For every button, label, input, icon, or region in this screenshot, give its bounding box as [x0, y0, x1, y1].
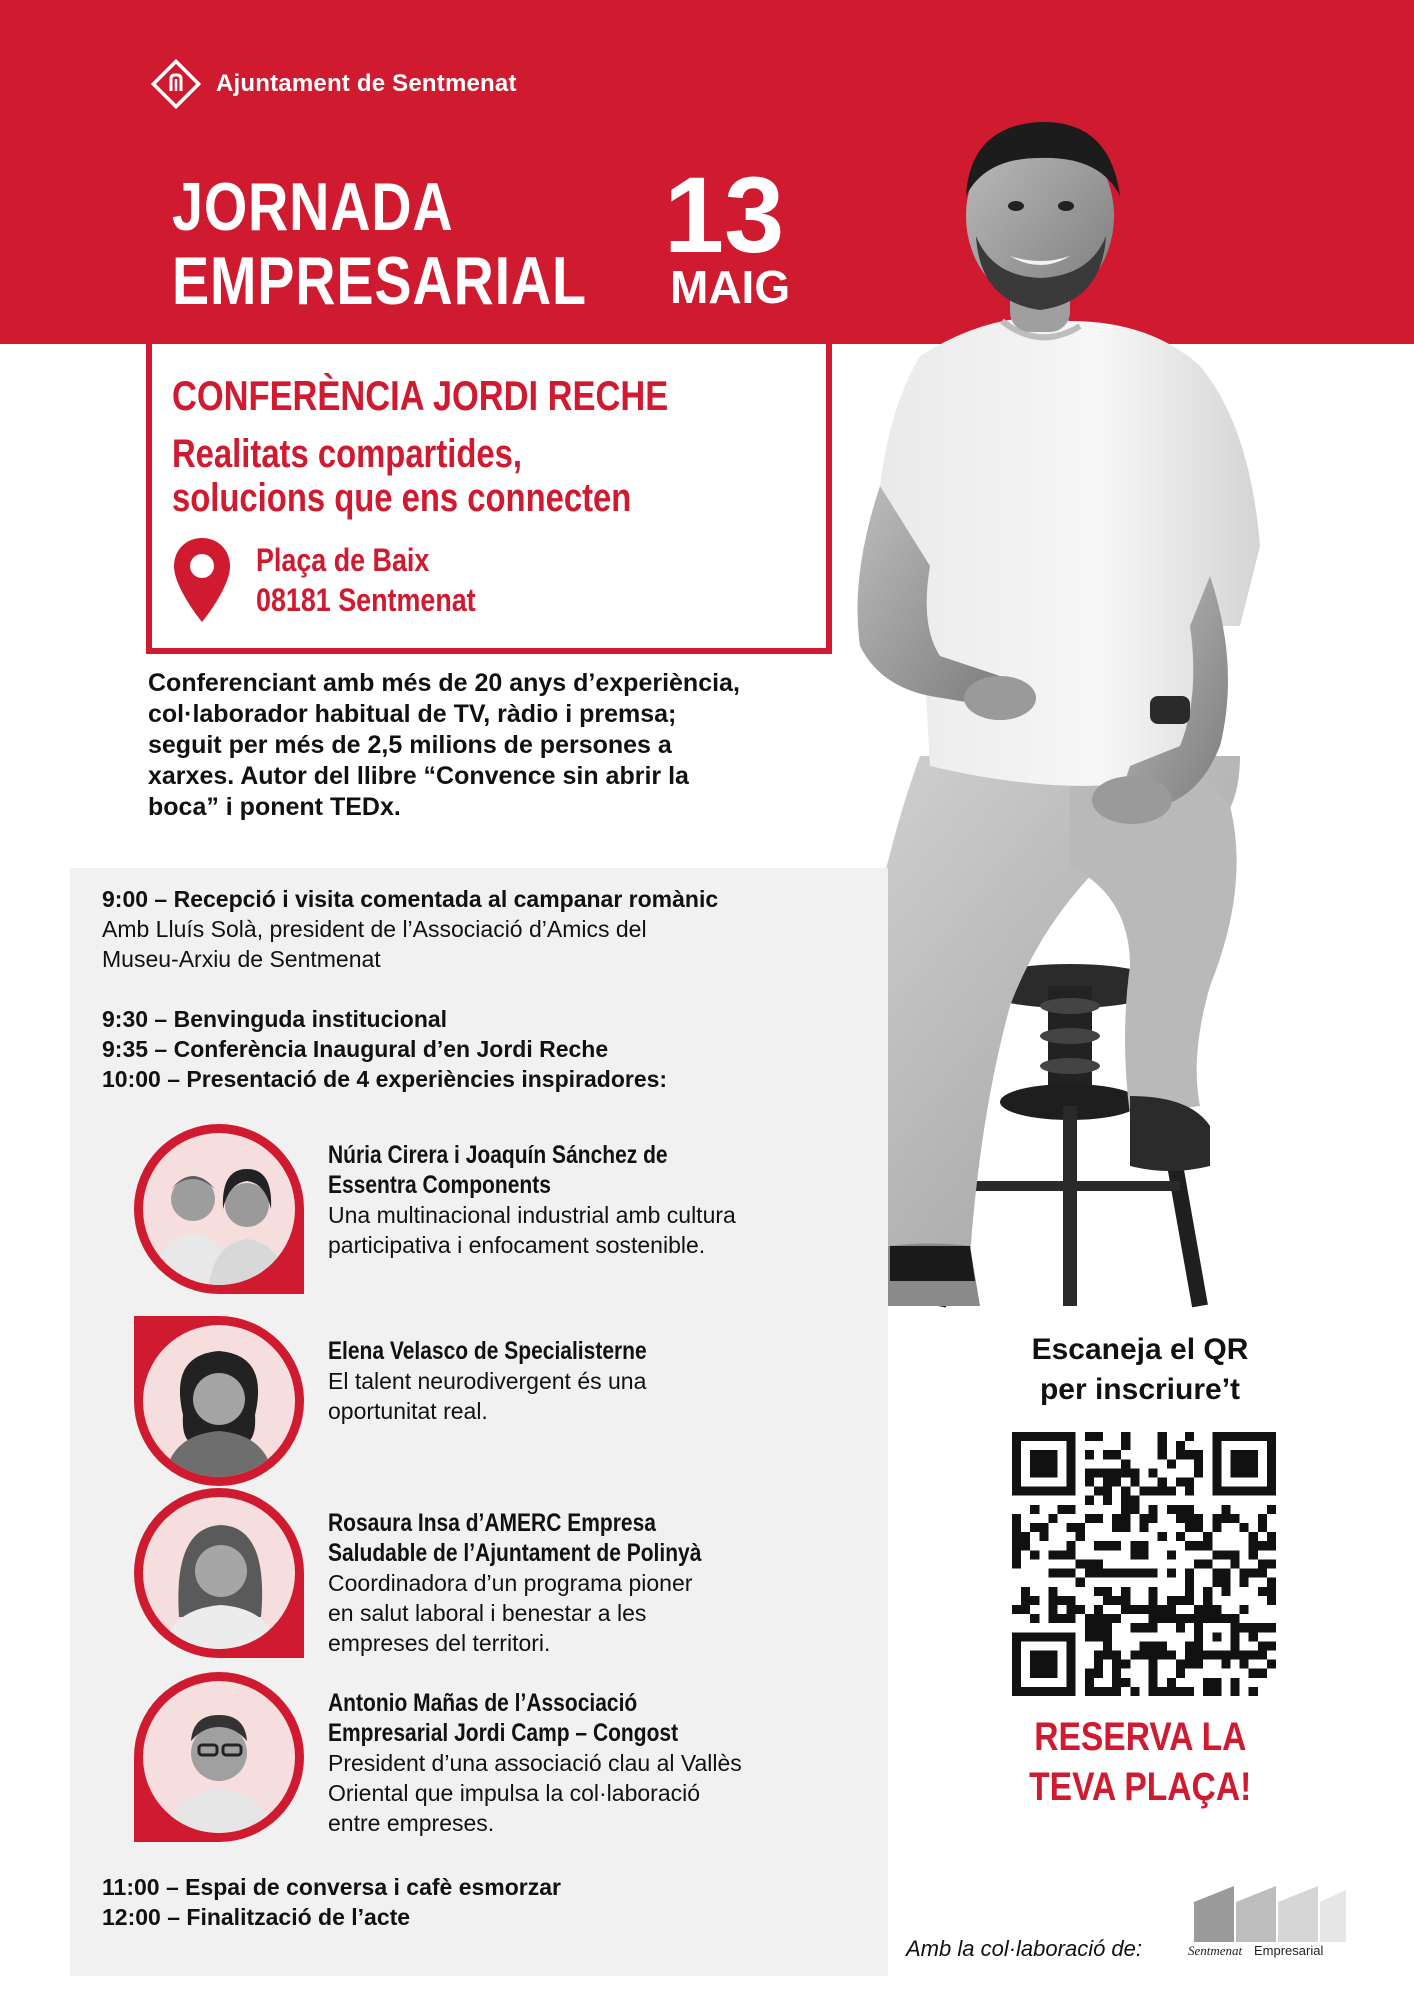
speaker-info: [328, 1508, 888, 1658]
schedule-item: 12:00 – Finalització de l’acte: [102, 1904, 411, 1930]
collab-logo-text1: Sentmenat: [1188, 1943, 1243, 1958]
schedule-item: 9:30 – Benvinguda institucional: [102, 1006, 448, 1032]
speaker-desc: President d’una associació clau al Vallès: [328, 1750, 742, 1776]
speaker-desc: empreses del territori.: [328, 1630, 551, 1656]
speaker-avatar: [134, 1488, 304, 1658]
speaker-photo-icon: [143, 1325, 295, 1477]
event-month: MAIG: [670, 261, 791, 313]
speaker-name: Rosaura Insa d’AMERC Empresa: [328, 1509, 656, 1537]
event-day: 13: [664, 154, 785, 275]
bio-line: seguit per més de 2,5 milions de persones a: [148, 731, 672, 759]
conference-subtitle: [172, 432, 631, 520]
collab-logo-text2: Empresarial: [1254, 1943, 1324, 1958]
reserve-line2: TEVA PLAÇA!: [1028, 1765, 1252, 1809]
sentmenat-empresarial-logo[interactable]: [1186, 1880, 1352, 1958]
reserve-cta[interactable]: [970, 1712, 1310, 1812]
speaker-name: Empresarial Jordi Camp – Congost: [328, 1719, 679, 1747]
schedule-item: 11:00 – Espai de conversa i cafè esmorzar: [102, 1874, 561, 1900]
speaker-desc: participativa i enfocament sostenible.: [328, 1232, 706, 1258]
conference-title: CONFERÈNCIA JORDI RECHE: [172, 372, 669, 419]
speaker-desc: Oriental que impulsa la col·laboració: [328, 1780, 701, 1806]
schedule-block-3: [102, 1872, 561, 1932]
schedule-block-1: [102, 884, 718, 974]
avatar-photo: [143, 1497, 295, 1649]
speaker-photo-icon: [143, 1497, 295, 1649]
schedule-item: 9:00 – Recepció i visita comentada al campanar romànic: [102, 886, 719, 912]
speaker-photo-icon: [143, 1681, 295, 1833]
bio-line: xarxes. Autor del llibre “Convence sin abrir la: [148, 762, 689, 790]
speaker-name: Antonio Mañas de l’Associació: [328, 1689, 638, 1717]
speaker-desc: Una multinacional industrial amb cultura: [328, 1202, 736, 1228]
speaker-info: [328, 1140, 888, 1260]
qr-line1: Escaneja el QR: [1031, 1333, 1249, 1366]
location-line1: Plaça de Baix: [256, 542, 430, 578]
speaker-name: Saludable de l’Ajuntament de Polinyà: [328, 1539, 702, 1567]
speaker-name: Elena Velasco de Specialisterne: [328, 1337, 647, 1365]
qr-line2: per inscriure’t: [1039, 1373, 1241, 1406]
avatar-photo: [143, 1325, 295, 1477]
event-title-line2: EMPRESARIAL: [172, 243, 587, 319]
speaker-info: [328, 1336, 888, 1426]
speaker-bio: [148, 668, 838, 823]
conference-subtitle-line2: solucions que ens connecten: [172, 476, 632, 520]
schedule-item: 10:00 – Presentació de 4 experiències inspiradores:: [102, 1066, 668, 1092]
speaker-name: Núria Cirera i Joaquín Sánchez de: [328, 1141, 668, 1169]
speaker-name: Essentra Components: [328, 1171, 551, 1199]
event-location[interactable]: [256, 540, 476, 620]
qr-instructions: [970, 1330, 1310, 1410]
speaker-avatar: [134, 1316, 304, 1486]
speaker-desc: oportunitat real.: [328, 1398, 488, 1424]
org-name: Ajuntament de Sentmenat: [216, 70, 517, 97]
speaker-desc: en salut laboral i benestar a les: [328, 1600, 647, 1626]
avatar-photo: [143, 1681, 295, 1833]
org-logo[interactable]: [150, 58, 517, 110]
collaboration-label: Amb la col·laboració de:: [906, 1936, 1143, 1961]
speaker-desc: Coordinadora d’un programa pioner: [328, 1570, 693, 1596]
event-title: [172, 170, 587, 318]
location-line2: 08181 Sentmenat: [256, 582, 476, 618]
speaker-avatar: [134, 1672, 304, 1842]
ajuntament-logo-icon: [150, 58, 202, 110]
speaker-desc: entre empreses.: [328, 1810, 495, 1836]
schedule-item-desc: Museu-Arxiu de Sentmenat: [102, 946, 381, 972]
schedule-block-2: [102, 1004, 667, 1094]
bio-line: col·laborador habitual de TV, ràdio i premsa;: [148, 700, 677, 728]
speaker-desc: El talent neurodivergent és una: [328, 1368, 647, 1394]
speaker-info: [328, 1688, 888, 1838]
bio-line: boca” i ponent TEDx.: [148, 793, 401, 821]
schedule-item-desc: Amb Lluís Solà, president de l’Associació d’Amics del: [102, 916, 647, 942]
location-pin-icon: [172, 536, 232, 624]
qr-code-icon[interactable]: [1012, 1432, 1276, 1696]
schedule-item: 9:35 – Conferència Inaugural d’en Jordi Reche: [102, 1036, 609, 1062]
bio-line: Conferenciant amb més de 20 anys d’experiència,: [148, 669, 740, 697]
reserve-line1: RESERVA LA: [1033, 1715, 1247, 1759]
conference-subtitle-line1: Realitats compartides,: [172, 432, 522, 476]
speaker-photo-icon: [143, 1133, 295, 1285]
avatar-photo: [143, 1133, 295, 1285]
event-title-line1: JORNADA: [172, 169, 454, 245]
speaker-avatar: [134, 1124, 304, 1294]
